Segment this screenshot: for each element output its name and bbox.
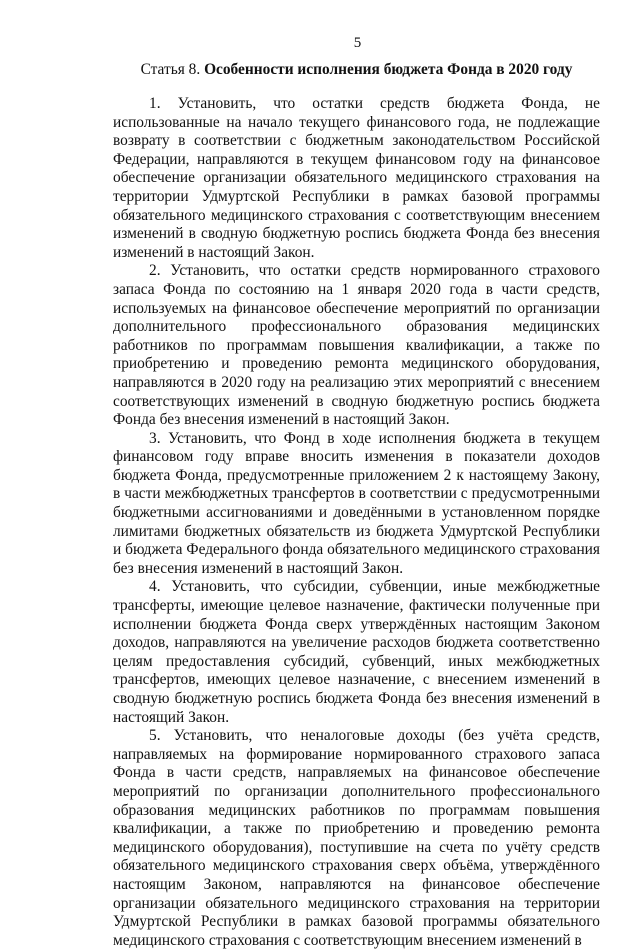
paragraph-2: 2. Установить, что остатки средств нормированного страхового запаса Фонда по состоянию на 1 января 2020 года в части средств, используемых на финансовое обеспечение мероприятий по организации дополнительного профессионального образования медицинских работников по программам повышения квалификации, а также по приобретению и проведению ремонта медицинского оборудования, направляются в 2020 году на реализацию этих мероприятий с внесением соответствующих изменений в сводную бюджетную роспись бюджета Фонда без внесения изменений в настоящий Закон. [113,262,600,429]
page-number: 5 [353,35,362,51]
paragraph-5: 5. Установить, что неналоговые доходы (без учёта средств, направляемых на формирование нормированного страхового запаса Фонда в части средств, направляемых на финансовое обеспечение мероприятий по организации дополнительного профессионального образования медицинских работников по программам повышения квалификации, а также по приобретению и проведению ремонта медицинского оборудования), поступившие на счета по учёту средств обязательного медицинского страхования сверх объёма, утверждённого настоящим Законом, направляются на финансовое обеспечение организации обязательного медицинского страхования на территории Удмуртской Республики в рамках базовой программы обязательного медицинского страхования с соответствующим внесением изменений в [113,727,600,949]
paragraph-1: 1. Установить, что остатки средств бюджета Фонда, не использованные на начало текущего финансового года, не подлежащие возврату в соответствии с бюджетным законодательством Российской Федерации, направляются в текущем финансовом году на финансовое обеспечение организации обязательного медицинского страхования на территории Удмуртской Республики в рамках базовой программы обязательного медицинского страхования с соответствующим внесением изменений в сводную бюджетную роспись бюджета Фонда без внесения изменений в настоящий Закон. [113,95,600,261]
paragraph-3: 3. Установить, что Фонд в ходе исполнения бюджета в текущем финансовом году вправе вносить изменения в показатели доходов бюджета Фонда, предусмотренные приложением 2 к настоящему Закону, в части межбюджетных трансфертов в соответствии с предусмотренными бюджетными ассигнованиями и доведёнными в установленном порядке лимитами бюджетных обязательств из бюджета Удмуртской Республики и бюджета Федерального фонда обязательного медицинского страхования без внесения изменений в настоящий Закон. [113,429,600,577]
article-heading [113,60,600,79]
article-label: Статья 8. [140,61,201,78]
paragraph-4: 4. Установить, что субсидии, субвенции, иные межбюджетные трансферты, имеющие целевое назначение, фактически полученные при исполнении бюджета Фонда сверх утверждённых настоящим Законом доходов, направляются на увеличение расходов бюджета соответственно целям предоставления субсидий, субвенций, иных межбюджетных трансфертов, имеющих целевое назначение, с внесением изменений в сводную бюджетную роспись бюджета Фонда без внесения изменений в настоящий Закон. [113,578,600,726]
article-title: Особенности исполнения бюджета Фонда в 2020 году [204,61,573,78]
